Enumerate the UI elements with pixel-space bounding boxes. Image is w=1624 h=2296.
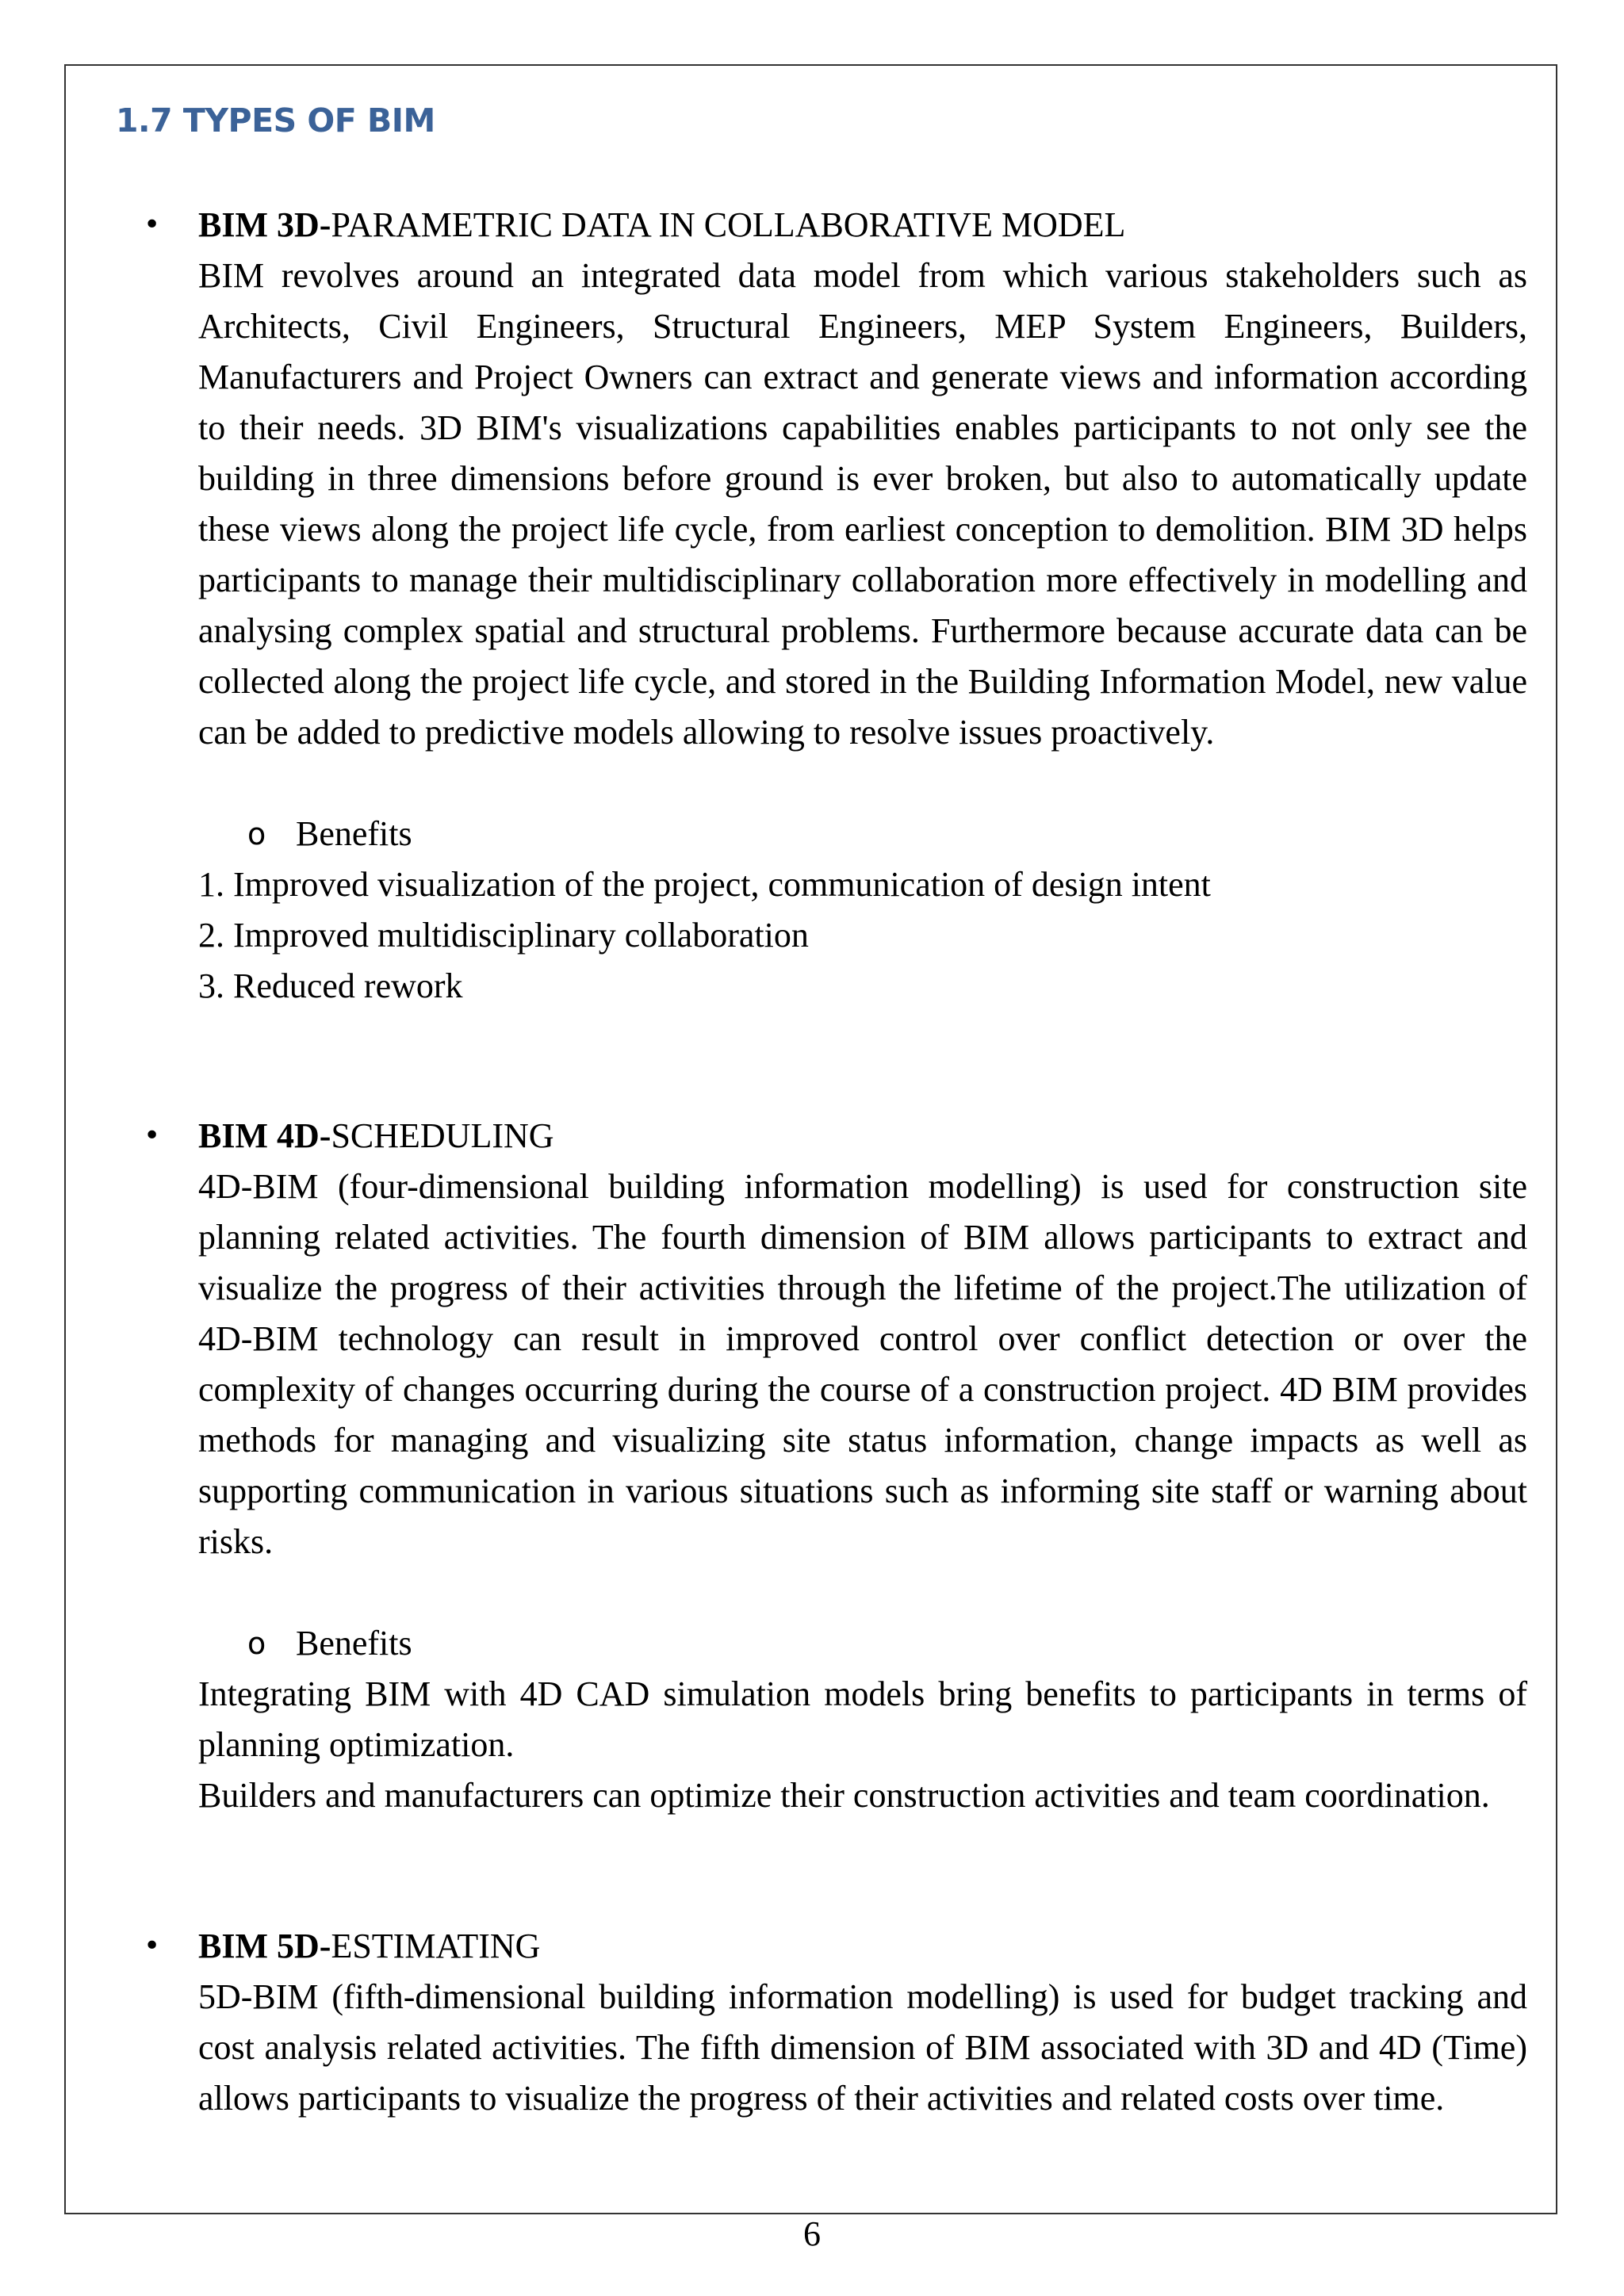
circle-bullet-icon: o — [247, 817, 266, 851]
bullet-icon: • — [144, 1930, 161, 1962]
section-heading: 1.7 TYPES OF BIM — [116, 101, 435, 140]
bim-5d-title — [198, 1921, 1527, 1972]
bim-5d-section — [144, 1921, 1527, 2124]
bullet-icon: • — [144, 209, 161, 241]
bullet-icon: • — [144, 1119, 161, 1152]
bim-5d-paragraph: 5D-BIM (fifth-dimensional building information modelling) is used for budget tracking and cost analysis related activities. The fifth dimension of BIM associated with 3D and 4D (Time) allows participants to visualize the progress of their activities and related costs over time. — [198, 1977, 1527, 2118]
page-number: 6 — [803, 2214, 821, 2253]
bim-3d-title — [198, 200, 1527, 251]
bim-5d-title-rest: ESTIMATING — [331, 1927, 541, 1965]
bim-4d-title — [198, 1111, 1527, 1161]
bim-3d-title-bold: BIM 3D- — [198, 205, 331, 244]
bim-5d-title-bold: BIM 5D- — [198, 1927, 331, 1965]
benefit-item: 2. Improved multidisciplinary collaboration — [198, 916, 809, 955]
bim-4d-section — [144, 1111, 1527, 1821]
bim-4d-title-bold: BIM 4D- — [198, 1116, 331, 1155]
bim-4d-paragraph: 4D-BIM (four-dimensional building information modelling) is used for construction site planning related activities. The fourth dimension of BIM allows participants to extract and visualize the progress of their activities through the lifetime of the project.The utilization of 4D-BIM technology can result in improved control over conflict detection or over the complexity of changes occurring during the course of a construction project. 4D BIM provides methods for managing and visualizing site status information, change impacts as well as supporting communication in various situations such as informing site staff or warning about risks. — [198, 1167, 1527, 1561]
benefits-label: Benefits — [296, 814, 412, 853]
bim-4d-benefits-heading — [198, 1618, 1527, 1669]
bim-4d-title-rest: SCHEDULING — [331, 1116, 554, 1155]
bim-3d-benefits-heading — [198, 809, 1527, 859]
bim-3d-title-rest: PARAMETRIC DATA IN COLLABORATIVE MODEL — [331, 205, 1126, 244]
bim-3d-paragraph: BIM revolves around an integrated data model from which various stakeholders such as Architects, Civil Engineers, Structural Engineers, MEP System Engineers, Builders, Manufacturers and Project Owners can extract and generate views and information according to their needs. 3D BIM's visualizations capabilities enables participants to not only see the building in three dimensions before ground is ever broken, but also to automatically update these views along the project life cycle, from earliest conception to demolition. BIM 3D helps participants to manage their multidisciplinary collaboration more effectively in modelling and analysing complex spatial and structural problems. Furthermore because accurate data can be collected along the project life cycle, and stored in the Building Information Model, new value can be added to predictive models allowing to resolve issues proactively. — [198, 256, 1527, 752]
bim-3d-section — [144, 200, 1527, 1012]
benefit-item: 1. Improved visualization of the project, communication of design intent — [198, 865, 1211, 904]
benefits-label: Benefits — [296, 1624, 412, 1663]
bim-4d-benefit-paragraph: Integrating BIM with 4D CAD simulation models bring benefits to participants in terms of planning optimization. — [198, 1674, 1527, 1764]
benefit-item: 3. Reduced rework — [198, 966, 463, 1005]
bim-4d-benefit-paragraph: Builders and manufacturers can optimize their construction activities and team coordination. — [198, 1776, 1490, 1815]
circle-bullet-icon: o — [247, 1626, 266, 1661]
